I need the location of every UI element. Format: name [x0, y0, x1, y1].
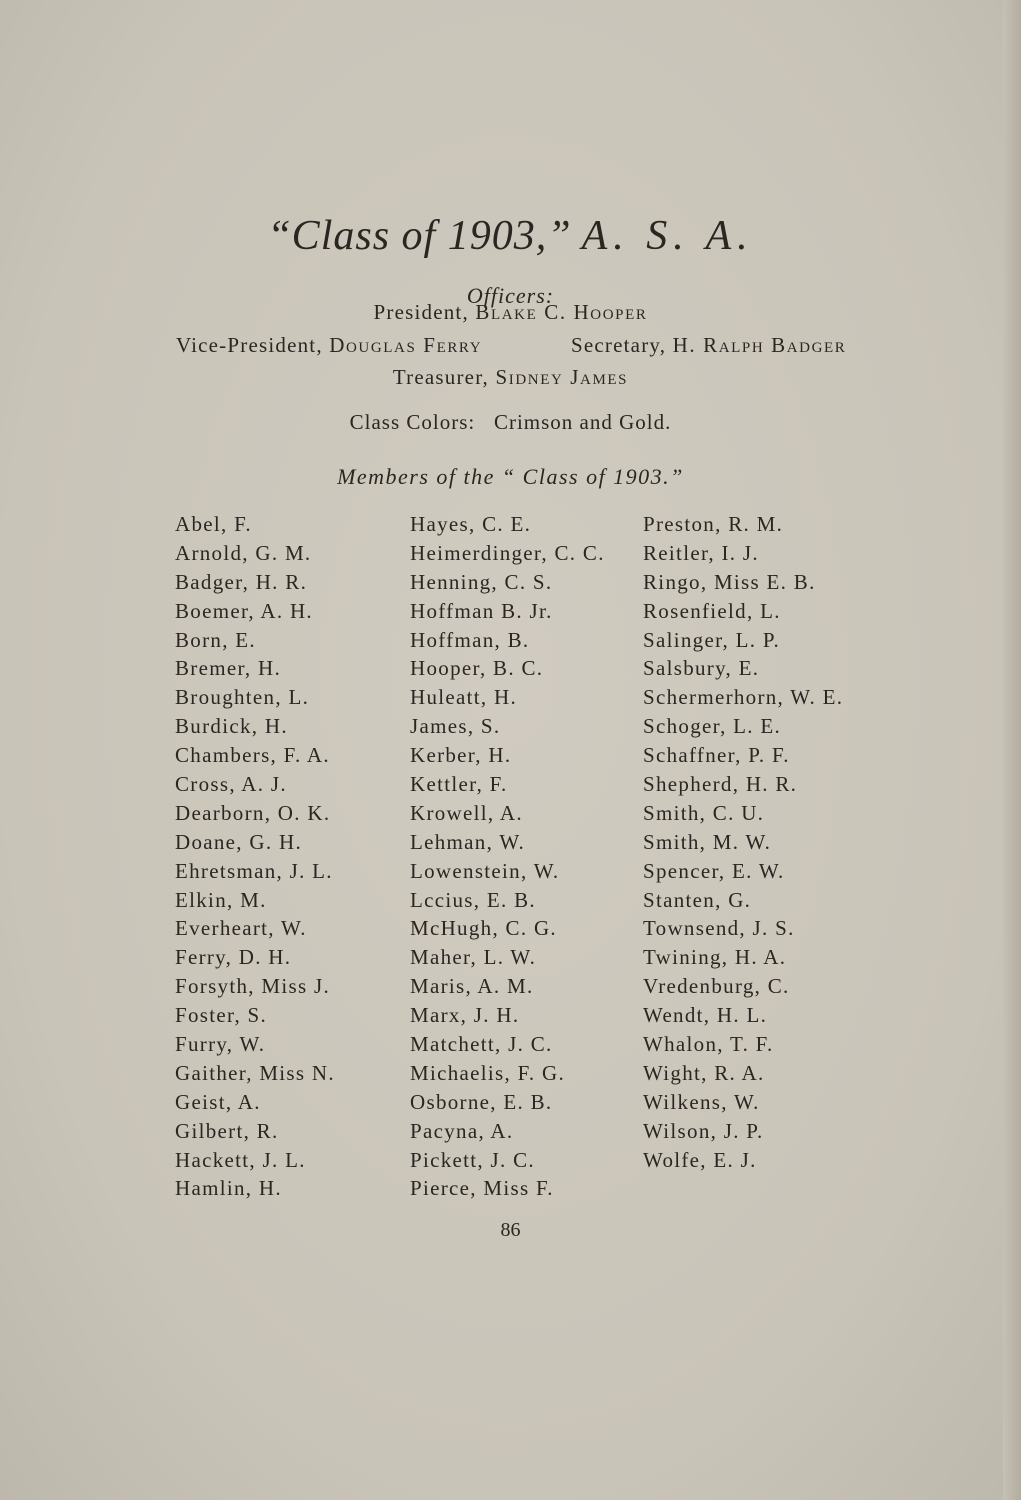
- member-name: Pacyna, A.: [410, 1118, 514, 1143]
- member-name: Smith, M. W.: [643, 829, 772, 854]
- member-name: Geist, A.: [175, 1089, 261, 1114]
- member-name: Schaffner, P. F.: [643, 743, 790, 768]
- member-name: Boemer, A. H.: [175, 598, 313, 623]
- member-name: Kettler, F.: [410, 772, 508, 797]
- member-name: Foster, S.: [175, 1003, 268, 1028]
- member-name: Whalon, T. F.: [643, 1032, 774, 1057]
- officer-vice-president: [176, 333, 482, 358]
- officers-heading: Officers:: [466, 283, 555, 308]
- member-name: Hayes, C. E.: [410, 512, 532, 536]
- member-name: Schoger, L. E.: [643, 714, 782, 739]
- member-name: Hoffman B. Jr.: [410, 598, 553, 623]
- member-name: Krowell, A.: [410, 800, 523, 825]
- officer-treasurer: [0, 365, 1021, 390]
- members-column-1: [175, 510, 335, 1203]
- member-name: Forsyth, Miss J.: [175, 974, 331, 999]
- member-name: Bremer, H.: [175, 656, 282, 681]
- member-name: Doane, G. H.: [175, 829, 302, 854]
- member-name: Wolfe, E. J.: [643, 1147, 757, 1172]
- member-name: Cross, A. J.: [175, 772, 287, 797]
- member-name: Wight, R. A.: [643, 1060, 765, 1085]
- member-name: Wendt, H. L.: [643, 1003, 768, 1028]
- member-name: Hoffman, B.: [410, 627, 530, 652]
- member-name: Osborne, E. B.: [410, 1089, 553, 1114]
- member-name: Lowenstein, W.: [410, 858, 560, 883]
- member-name: Salinger, L. P.: [643, 627, 781, 652]
- member-name: McHugh, C. G.: [410, 916, 557, 941]
- title-main: “Class of 1903,”: [267, 213, 572, 259]
- member-name: Gaither, Miss N.: [175, 1060, 335, 1085]
- member-name: Broughten, L.: [175, 685, 310, 710]
- member-name: Preston, R. M.: [643, 512, 784, 536]
- member-name: Furry, W.: [175, 1032, 266, 1057]
- page-number: 86: [500, 1219, 521, 1241]
- member-name: Ehretsman, J. L.: [175, 858, 333, 883]
- officer-role: Treasurer,: [392, 365, 490, 389]
- member-name: Twining, H. A.: [643, 945, 787, 970]
- member-name: Schermerhorn, W. E.: [643, 685, 844, 710]
- member-name: Maher, L. W.: [410, 945, 537, 970]
- member-name: Michaelis, F. G.: [410, 1060, 566, 1085]
- page-title: [0, 212, 1021, 260]
- member-name: Wilkens, W.: [643, 1089, 760, 1114]
- member-name: Rosenfield, L.: [643, 598, 781, 623]
- title-org: A. S. A.: [581, 213, 754, 259]
- class-colors-value: Crimson and Gold.: [493, 410, 672, 434]
- member-name: Burdick, H.: [175, 714, 288, 739]
- member-name: Vredenburg, C.: [643, 974, 790, 999]
- member-name: Townsend, J. S.: [643, 916, 795, 941]
- member-name: James, S.: [410, 714, 501, 739]
- member-name: Abel, F.: [175, 512, 252, 536]
- officer-name: Sidney James: [495, 365, 629, 389]
- member-name: Elkin, M.: [175, 887, 267, 912]
- member-name: Hooper, B. C.: [410, 656, 544, 681]
- member-name: Lehman, W.: [410, 829, 526, 854]
- member-name: Ringo, Miss E. B.: [643, 569, 816, 594]
- class-colors: [0, 410, 1021, 435]
- member-name: Hackett, J. L.: [175, 1147, 306, 1172]
- member-name: Spencer, E. W.: [643, 858, 785, 883]
- member-name: Kerber, H.: [410, 743, 512, 768]
- member-name: Dearborn, O. K.: [175, 800, 331, 825]
- member-name: Salsbury, E.: [643, 656, 760, 681]
- class-colors-label: Class Colors:: [349, 410, 476, 434]
- members-heading: Members of the “ Class of 1903.”: [337, 464, 684, 489]
- member-name: Everheart, W.: [175, 916, 307, 941]
- member-name: Heimerdinger, C. C.: [410, 540, 605, 565]
- member-name: Stanten, G.: [643, 887, 752, 912]
- member-name: Chambers, F. A.: [175, 743, 330, 768]
- member-name: Marx, J. H.: [410, 1003, 520, 1028]
- member-name: Lccius, E. B.: [410, 887, 536, 912]
- officer-role: President,: [373, 300, 469, 324]
- member-name: Wilson, J. P.: [643, 1118, 764, 1143]
- member-name: Henning, C. S.: [410, 569, 553, 594]
- member-name: Pickett, J. C.: [410, 1147, 535, 1172]
- member-name: Huleatt, H.: [410, 685, 518, 710]
- officer-president: [0, 300, 1021, 325]
- member-name: Arnold, G. M.: [175, 540, 312, 565]
- members-column-3: [643, 510, 843, 1174]
- officer-name: H. Ralph Badger: [672, 333, 847, 357]
- member-name: Maris, A. M.: [410, 974, 534, 999]
- member-name: Reitler, I. J.: [643, 540, 759, 565]
- member-name: Smith, C. U.: [643, 800, 765, 825]
- member-name: Hamlin, H.: [175, 1176, 282, 1201]
- officer-secretary: [571, 333, 846, 358]
- member-name: Matchett, J. C.: [410, 1032, 553, 1057]
- member-name: Gilbert, R.: [175, 1118, 279, 1143]
- member-name: Pierce, Miss F.: [410, 1176, 554, 1201]
- member-name: Shepherd, H. R.: [643, 772, 798, 797]
- member-name: Ferry, D. H.: [175, 945, 292, 970]
- members-column-2: [410, 510, 605, 1203]
- officer-name: Blake C. Hooper: [475, 300, 648, 324]
- officer-name: Douglas Ferry: [329, 333, 483, 357]
- member-name: Badger, H. R.: [175, 569, 308, 594]
- officer-role: Secretary,: [571, 333, 667, 357]
- member-name: Born, E.: [175, 627, 256, 652]
- officer-role: Vice-President,: [176, 333, 323, 357]
